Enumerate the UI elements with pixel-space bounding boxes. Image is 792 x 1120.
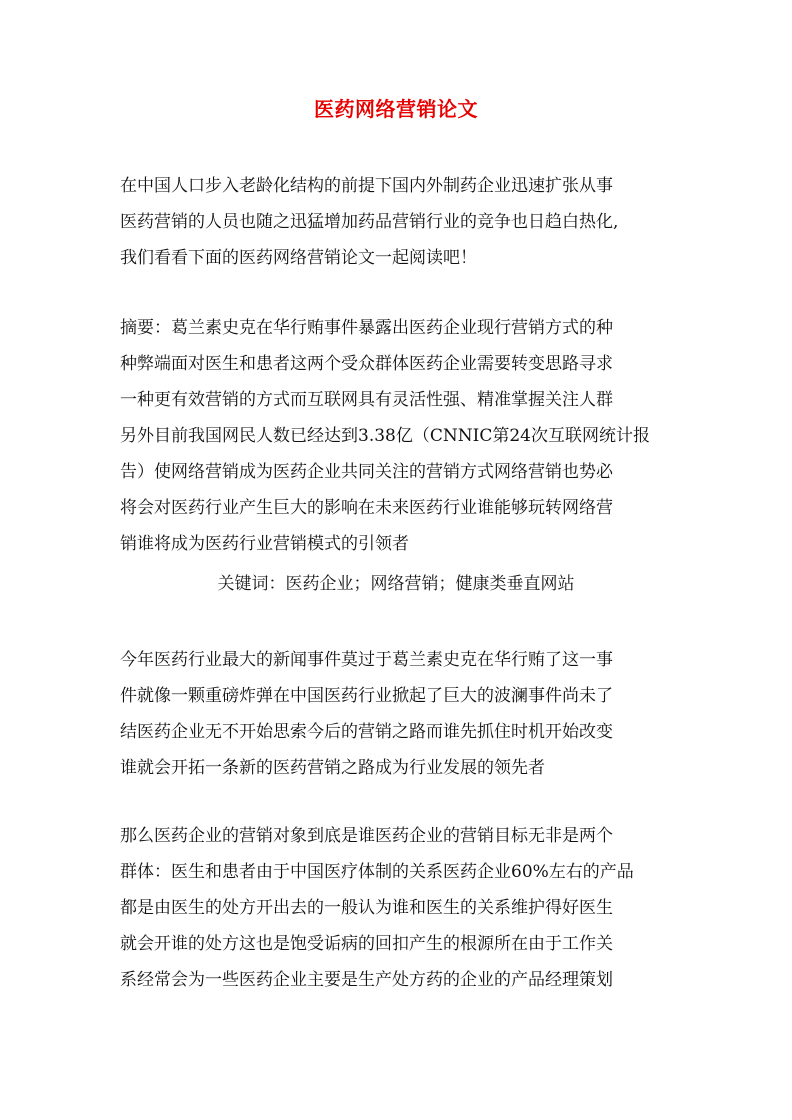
abstract-line: 销谁将成为医药行业营销模式的引领者 — [120, 534, 409, 554]
body-line: 结医药企业无不开始思索今后的营销之路而谁先抓住时机开始改变 — [120, 722, 613, 742]
body-line: 今年医药行业最大的新闻事件莫过于葛兰素史克在华行贿了这一事 — [120, 650, 613, 670]
abstract-line: 一种更有效营销的方式而互联网具有灵活性强、精准掌握关注人群 — [120, 390, 613, 410]
body-line: 件就像一颗重磅炸弹在中国医药行业掀起了巨大的波澜事件尚未了 — [120, 686, 613, 706]
body-line: 群体：医生和患者由于中国医疗体制的关系医药企业60%左右的产品 — [120, 862, 634, 882]
intro-line: 医药营销的人员也随之迅猛增加药品营销行业的竞争也日趋白热化, — [120, 212, 619, 232]
abstract-line: 将会对医药行业产生巨大的影响在未来医药行业谁能够玩转网络营 — [120, 498, 613, 518]
keywords-line: 关键词：医药企业；网络营销；健康类垂直网站 — [217, 574, 575, 594]
body-line: 谁就会开拓一条新的医药营销之路成为行业发展的领先者 — [120, 758, 545, 778]
intro-line: 我们看看下面的医药网络营销论文一起阅读吧！ — [120, 248, 477, 268]
body-line: 就会开谁的处方这也是饱受诟病的回扣产生的根源所在由于工作关 — [120, 934, 613, 954]
document-title: 医药网络营销论文 — [314, 97, 478, 121]
abstract-line: 摘要：葛兰素史克在华行贿事件暴露出医药企业现行营销方式的种 — [120, 318, 613, 338]
abstract-line: 另外目前我国网民人数已经达到3.38亿（CNNIC第24次互联网统计报 — [120, 426, 650, 446]
body-line: 都是由医生的处方开出去的一般认为谁和医生的关系维护得好医生 — [120, 898, 613, 918]
abstract-paragraph — [120, 310, 680, 562]
abstract-line: 告）使网络营销成为医药企业共同关注的营销方式网络营销也势必 — [120, 462, 613, 482]
intro-line: 在中国人口步入老龄化结构的前提下国内外制药企业迅速扩张从事 — [120, 176, 613, 196]
body-paragraph-1 — [120, 642, 680, 786]
body-line: 那么医药企业的营销对象到底是谁医药企业的营销目标无非是两个 — [120, 826, 613, 846]
body-paragraph-2 — [120, 818, 680, 998]
abstract-line: 种弊端面对医生和患者这两个受众群体医药企业需要转变思路寻求 — [120, 354, 613, 374]
body-line: 系经常会为一些医药企业主要是生产处方药的企业的产品经理策划 — [120, 970, 613, 990]
intro-paragraph — [120, 168, 680, 276]
